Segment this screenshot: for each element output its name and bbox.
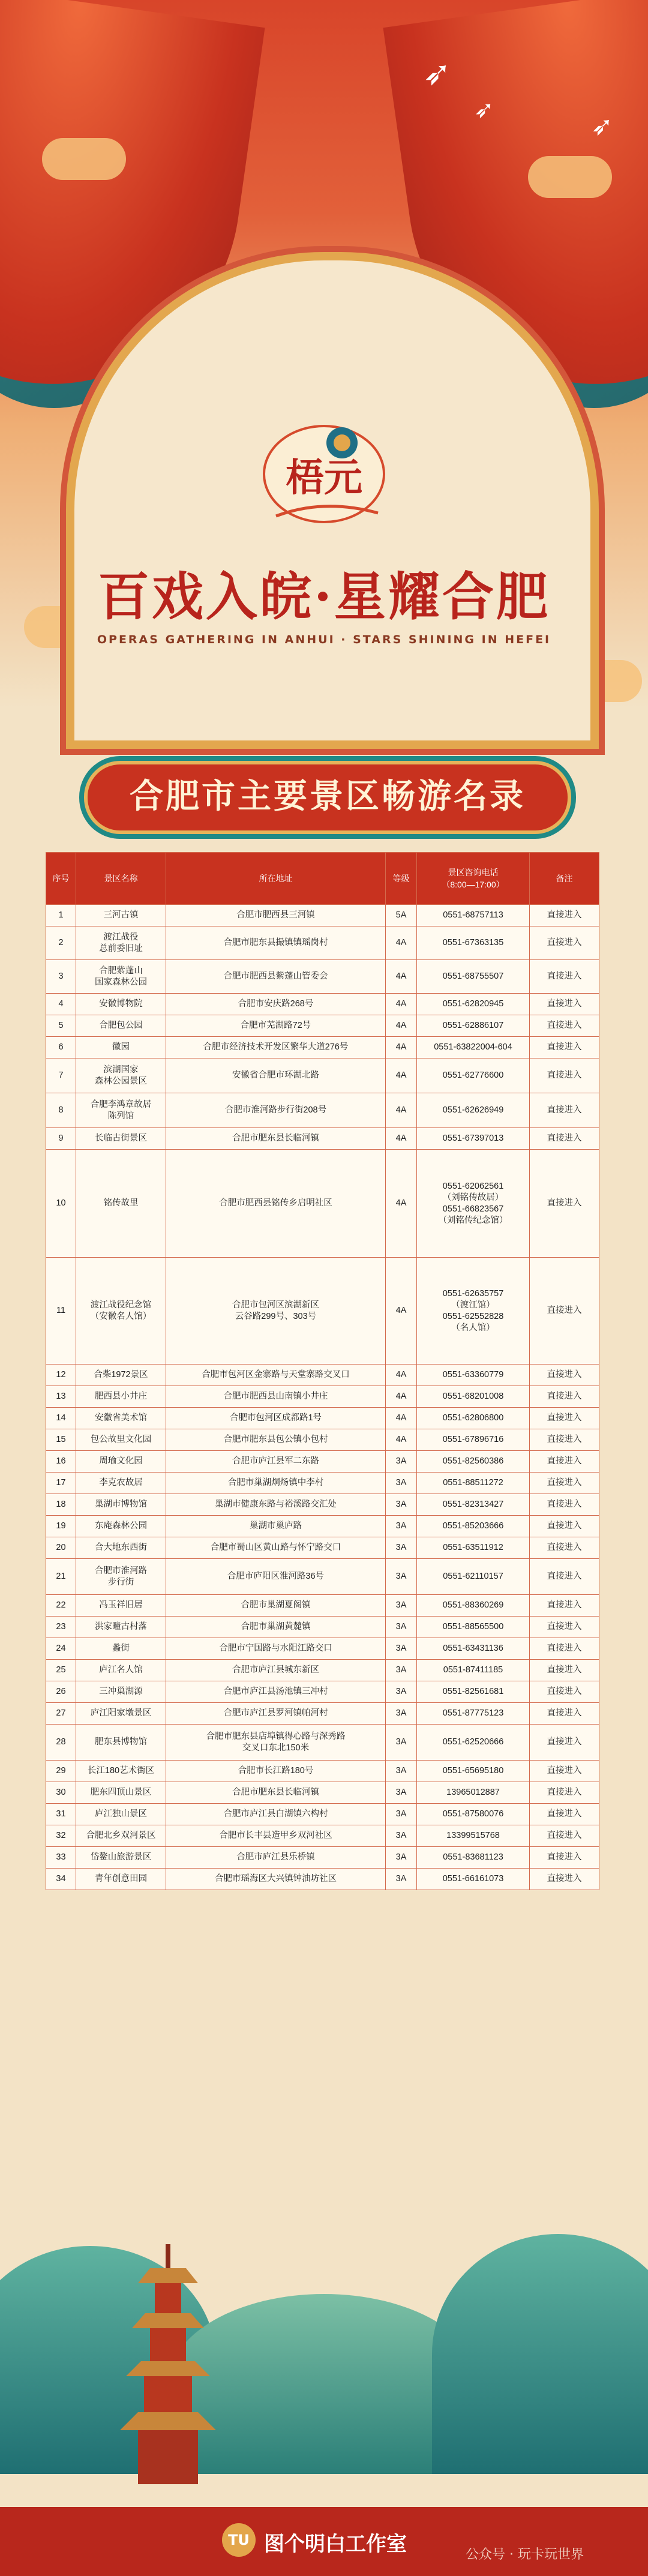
page-title: 百戏入皖·星耀合肥: [98, 566, 550, 627]
cell-level: 3A: [386, 1595, 417, 1617]
cell-address: 合肥市庐江县军二东路: [166, 1451, 386, 1473]
cell-address: 合肥市淮河路步行街208号: [166, 1093, 386, 1128]
cell-level: 3A: [386, 1473, 417, 1494]
cell-level: 3A: [386, 1804, 417, 1825]
wechat-account: 公众号 · 玩卡玩世界: [466, 2547, 584, 2562]
cell-level: 3A: [386, 1494, 417, 1516]
cell-note: 直接进入: [530, 1638, 599, 1660]
bird-icon: ➶: [591, 111, 613, 142]
col-header-no: 序号: [46, 853, 76, 905]
cell-address: 合肥市庐阳区淮河路36号: [166, 1559, 386, 1595]
table-row: [46, 1847, 599, 1869]
cell-address: 巢湖市巢庐路: [166, 1516, 386, 1537]
cell-no: 15: [46, 1429, 76, 1451]
cell-no: 2: [46, 926, 76, 960]
cell-name: 庐江阳家墩景区: [76, 1703, 166, 1725]
section-banner-title: 合肥市主要景区畅游名录: [130, 776, 526, 816]
cell-phone: 0551-82560386: [417, 1451, 530, 1473]
cell-address: 合肥市肥东县店埠镇得心路与深秀路 交叉口东北150米: [166, 1725, 386, 1761]
table-row: [46, 1150, 599, 1258]
cell-note: 直接进入: [530, 1150, 599, 1258]
cell-note: 直接进入: [530, 1128, 599, 1150]
cell-level: 3A: [386, 1559, 417, 1595]
table-row: [46, 1365, 599, 1386]
cell-phone: 0551-62776600: [417, 1058, 530, 1093]
cell-phone: 0551-63511912: [417, 1537, 530, 1559]
cell-no: 22: [46, 1595, 76, 1617]
cell-no: 25: [46, 1660, 76, 1681]
cell-name: 周瑜文化园: [76, 1451, 166, 1473]
table-row: [46, 1015, 599, 1037]
cell-note: 直接进入: [530, 1825, 599, 1847]
cell-note: 直接进入: [530, 1782, 599, 1804]
cell-phone: 0551-87775123: [417, 1703, 530, 1725]
cell-note: 直接进入: [530, 960, 599, 994]
cell-level: 3A: [386, 1825, 417, 1847]
cell-name: 三冲巢湖源: [76, 1681, 166, 1703]
cell-level: 4A: [386, 1093, 417, 1128]
cell-no: 16: [46, 1451, 76, 1473]
col-header-phone-line2: （8:00—17:00）: [442, 880, 505, 889]
cell-name: 蠡街: [76, 1638, 166, 1660]
cell-note: 直接进入: [530, 1703, 599, 1725]
cell-level: 4A: [386, 926, 417, 960]
table-row: [46, 1703, 599, 1725]
cell-phone: 0551-62635757 （渡江馆） 0551-62552828 （名人馆）: [417, 1258, 530, 1365]
cell-no: 29: [46, 1761, 76, 1782]
cell-no: 18: [46, 1494, 76, 1516]
cell-phone: 0551-67896716: [417, 1429, 530, 1451]
cell-no: 24: [46, 1638, 76, 1660]
cell-note: 直接进入: [530, 1093, 599, 1128]
cell-address: 合肥市包河区滨湖新区 云谷路299号、303号: [166, 1258, 386, 1365]
table-row: [46, 1660, 599, 1681]
cell-phone: 0551-88511272: [417, 1473, 530, 1494]
cell-note: 直接进入: [530, 905, 599, 926]
cell-name: 铭传故里: [76, 1150, 166, 1258]
cell-level: 4A: [386, 1058, 417, 1093]
cell-phone: 0551-87580076: [417, 1804, 530, 1825]
cell-phone: 0551-63360779: [417, 1365, 530, 1386]
cell-level: 4A: [386, 1386, 417, 1408]
cell-phone: 0551-62520666: [417, 1725, 530, 1761]
studio-name: 图个明白工作室: [264, 2532, 407, 2556]
cell-name: 庐江名人馆: [76, 1660, 166, 1681]
cell-no: 8: [46, 1093, 76, 1128]
cell-level: 4A: [386, 1408, 417, 1429]
cell-level: 4A: [386, 1365, 417, 1386]
cell-address: 合肥市肥东县包公镇小包村: [166, 1429, 386, 1451]
cell-level: 4A: [386, 1128, 417, 1150]
emblem-text: 梧元: [286, 455, 362, 500]
cell-phone: 0551-63822004-604: [417, 1037, 530, 1058]
cell-note: 直接进入: [530, 1804, 599, 1825]
cell-name: 巢湖市博物馆: [76, 1494, 166, 1516]
cell-address: 合肥市庐江县汤池镇三冲村: [166, 1681, 386, 1703]
cell-phone: 0551-82561681: [417, 1681, 530, 1703]
col-header-level: 等级: [386, 853, 417, 905]
cell-level: 4A: [386, 1258, 417, 1365]
table-row: [46, 1617, 599, 1638]
cell-name: 庐江独山景区: [76, 1804, 166, 1825]
table-row: [46, 1638, 599, 1660]
cell-phone: 13399515768: [417, 1825, 530, 1847]
cell-note: 直接进入: [530, 1365, 599, 1386]
cell-no: 14: [46, 1408, 76, 1429]
cell-phone: 0551-63431136: [417, 1638, 530, 1660]
cell-no: 11: [46, 1258, 76, 1365]
cell-no: 10: [46, 1150, 76, 1258]
cell-name: 长临古街景区: [76, 1128, 166, 1150]
cell-note: 直接进入: [530, 1015, 599, 1037]
bird-icon: ➶: [474, 96, 494, 124]
cell-level: 4A: [386, 1037, 417, 1058]
cell-address: 巢湖市健康东路与裕溪路交汇处: [166, 1494, 386, 1516]
cell-name: 合肥李鸿章故居 陈列馆: [76, 1093, 166, 1128]
cell-level: 4A: [386, 1015, 417, 1037]
cell-no: 20: [46, 1537, 76, 1559]
cell-note: 直接进入: [530, 1761, 599, 1782]
cell-level: 3A: [386, 1516, 417, 1537]
cell-name: 青年创意田园: [76, 1869, 166, 1890]
cell-name: 合肥紫蓬山 国家森林公园: [76, 960, 166, 994]
cell-note: 直接进入: [530, 1494, 599, 1516]
cell-address: 合肥市经济技术开发区繁华大道276号: [166, 1037, 386, 1058]
cell-name: 安徽省美术馆: [76, 1408, 166, 1429]
cell-address: 合肥市长江路180号: [166, 1761, 386, 1782]
cell-no: 17: [46, 1473, 76, 1494]
pagoda-icon: [120, 2232, 216, 2484]
cell-phone: 0551-62062561 （刘铭传故居） 0551-66823567 （刘铭传纪念馆）: [417, 1150, 530, 1258]
cell-address: 安徽省合肥市环湖北路: [166, 1058, 386, 1093]
cell-no: 32: [46, 1825, 76, 1847]
cell-address: 合肥市庐江县城东新区: [166, 1660, 386, 1681]
cell-address: 合肥市庐江县乐桥镇: [166, 1847, 386, 1869]
cell-no: 30: [46, 1782, 76, 1804]
cell-note: 直接进入: [530, 1660, 599, 1681]
cell-name: 东庵森林公园: [76, 1516, 166, 1537]
cell-level: 4A: [386, 960, 417, 994]
cell-name: 李克农故居: [76, 1473, 166, 1494]
cell-phone: 0551-67397013: [417, 1128, 530, 1150]
cell-address: 合肥市芜湖路72号: [166, 1015, 386, 1037]
cell-address: 合肥市肥西县紫蓬山管委会: [166, 960, 386, 994]
cell-level: 5A: [386, 905, 417, 926]
cell-no: 1: [46, 905, 76, 926]
cell-phone: 0551-65695180: [417, 1761, 530, 1782]
col-header-note: 备注: [530, 853, 599, 905]
cell-no: 9: [46, 1128, 76, 1150]
table-row: [46, 1681, 599, 1703]
cell-name: 合大地东西街: [76, 1537, 166, 1559]
cell-no: 13: [46, 1386, 76, 1408]
table-body: [46, 905, 599, 1890]
cell-name: 肥东县博物馆: [76, 1725, 166, 1761]
cell-level: 3A: [386, 1537, 417, 1559]
cell-address: 合肥市巢湖夏阁镇: [166, 1595, 386, 1617]
cell-note: 直接进入: [530, 1386, 599, 1408]
cell-no: 28: [46, 1725, 76, 1761]
page-subtitle-en: OPERAS GATHERING IN ANHUI · STARS SHINING IN HEFEI: [97, 633, 551, 646]
col-header-phone-line1: 景区咨询电话: [448, 868, 499, 877]
cell-address: 合肥市庐江县白湖镇六构村: [166, 1804, 386, 1825]
cell-name: 渡江战役纪念馆 （安徽名人馆）: [76, 1258, 166, 1365]
cell-note: 直接进入: [530, 1681, 599, 1703]
cell-address: 合肥市肥西县三河镇: [166, 905, 386, 926]
cell-phone: 13965012887: [417, 1782, 530, 1804]
cell-level: 3A: [386, 1660, 417, 1681]
cloud-icon: [528, 156, 612, 198]
cell-address: 合肥市长丰县造甲乡双河社区: [166, 1825, 386, 1847]
cell-no: 3: [46, 960, 76, 994]
cell-level: 3A: [386, 1847, 417, 1869]
cell-phone: 0551-66161073: [417, 1869, 530, 1890]
cell-level: 4A: [386, 1150, 417, 1258]
table-row: [46, 1559, 599, 1595]
cell-note: 直接进入: [530, 1473, 599, 1494]
cell-no: 19: [46, 1516, 76, 1537]
cell-level: 3A: [386, 1782, 417, 1804]
cell-name: 徽园: [76, 1037, 166, 1058]
cell-phone: 0551-88360269: [417, 1595, 530, 1617]
scenic-table: [46, 852, 599, 1890]
cell-note: 直接进入: [530, 1258, 599, 1365]
col-header-address: 所在地址: [166, 853, 386, 905]
cell-name: 肥西县小井庄: [76, 1386, 166, 1408]
cell-note: 直接进入: [530, 926, 599, 960]
cell-no: 34: [46, 1869, 76, 1890]
table-row: [46, 926, 599, 960]
cell-no: 33: [46, 1847, 76, 1869]
cell-note: 直接进入: [530, 1725, 599, 1761]
cell-address: 合肥市肥西县山南镇小井庄: [166, 1386, 386, 1408]
cell-phone: 0551-88565500: [417, 1617, 530, 1638]
cell-name: 三河古镇: [76, 905, 166, 926]
cell-phone: 0551-82313427: [417, 1494, 530, 1516]
cell-name: 合肥北乡双河景区: [76, 1825, 166, 1847]
cell-level: 3A: [386, 1617, 417, 1638]
cell-name: 洪家疃古村落: [76, 1617, 166, 1638]
cell-no: 27: [46, 1703, 76, 1725]
table-row: [46, 1128, 599, 1150]
cell-note: 直接进入: [530, 1516, 599, 1537]
cell-phone: 0551-62820945: [417, 994, 530, 1015]
bird-icon: ➶: [423, 54, 451, 93]
cell-name: 冯玉祥旧居: [76, 1595, 166, 1617]
cell-phone: 0551-87411185: [417, 1660, 530, 1681]
cell-note: 直接进入: [530, 1058, 599, 1093]
cell-name: 合肥市淮河路 步行街: [76, 1559, 166, 1595]
cell-phone: 0551-62626949: [417, 1093, 530, 1128]
cell-note: 直接进入: [530, 1847, 599, 1869]
cell-address: 合肥市安庆路268号: [166, 994, 386, 1015]
cell-note: 直接进入: [530, 994, 599, 1015]
cell-address: 合肥市巢湖黄麓镇: [166, 1617, 386, 1638]
cell-phone: 0551-68755507: [417, 960, 530, 994]
mountain-right: [432, 2234, 648, 2474]
table-row: [46, 1595, 599, 1617]
cell-no: 5: [46, 1015, 76, 1037]
table-row: [46, 1429, 599, 1451]
cell-phone: 0551-62886107: [417, 1015, 530, 1037]
cell-phone: 0551-62806800: [417, 1408, 530, 1429]
table-row: [46, 1804, 599, 1825]
table-row: [46, 1494, 599, 1516]
cell-note: 直接进入: [530, 1537, 599, 1559]
table-row: [46, 960, 599, 994]
cell-name: 肥东四顶山景区: [76, 1782, 166, 1804]
cell-phone: 0551-67363135: [417, 926, 530, 960]
cell-no: 21: [46, 1559, 76, 1595]
cell-level: 3A: [386, 1703, 417, 1725]
cell-no: 26: [46, 1681, 76, 1703]
cell-level: 3A: [386, 1638, 417, 1660]
cell-no: 7: [46, 1058, 76, 1093]
cell-no: 23: [46, 1617, 76, 1638]
cell-level: 3A: [386, 1869, 417, 1890]
col-header-name: 景区名称: [76, 853, 166, 905]
cell-note: 直接进入: [530, 1429, 599, 1451]
table-row: [46, 1093, 599, 1128]
cell-address: 合肥市肥西县铭传乡启明社区: [166, 1150, 386, 1258]
table-row: [46, 1037, 599, 1058]
cell-note: 直接进入: [530, 1617, 599, 1638]
cell-level: 3A: [386, 1761, 417, 1782]
cell-phone: 0551-85203666: [417, 1516, 530, 1537]
table-row: [46, 1386, 599, 1408]
cell-level: 3A: [386, 1725, 417, 1761]
cell-phone: 0551-68757113: [417, 905, 530, 926]
cell-name: 包公故里文化园: [76, 1429, 166, 1451]
table-row: [46, 994, 599, 1015]
cell-address: 合肥市蜀山区黄山路与怀宁路交口: [166, 1537, 386, 1559]
cell-no: 4: [46, 994, 76, 1015]
table-row: [46, 1825, 599, 1847]
table-row: [46, 1473, 599, 1494]
table-row: [46, 1408, 599, 1429]
table-row: [46, 1869, 599, 1890]
cell-name: 合柴1972景区: [76, 1365, 166, 1386]
cell-address: 合肥市巢湖烔炀镇中李村: [166, 1473, 386, 1494]
col-header-phone: [417, 853, 530, 905]
cell-name: 滨湖国家 森林公园景区: [76, 1058, 166, 1093]
table-row: [46, 1761, 599, 1782]
studio-logo: TU: [222, 2523, 256, 2557]
cell-address: 合肥市肥东县长临河镇: [166, 1128, 386, 1150]
cell-level: 3A: [386, 1681, 417, 1703]
table-row: [46, 1782, 599, 1804]
table-row: [46, 1451, 599, 1473]
cell-name: 岱鳌山旅游景区: [76, 1847, 166, 1869]
cell-address: 合肥市肥东县撮镇镇瑶岗村: [166, 926, 386, 960]
cell-address: 合肥市庐江县罗河镇帕河村: [166, 1703, 386, 1725]
cell-address: 合肥市瑶海区大兴镇钟油坊社区: [166, 1869, 386, 1890]
cell-note: 直接进入: [530, 1595, 599, 1617]
cell-note: 直接进入: [530, 1559, 599, 1595]
cell-no: 31: [46, 1804, 76, 1825]
cell-note: 直接进入: [530, 1408, 599, 1429]
cell-note: 直接进入: [530, 1037, 599, 1058]
cell-level: 4A: [386, 1429, 417, 1451]
table-row: [46, 1537, 599, 1559]
cell-name: 安徽博物院: [76, 994, 166, 1015]
cell-phone: 0551-68201008: [417, 1386, 530, 1408]
cell-level: 4A: [386, 994, 417, 1015]
cell-note: 直接进入: [530, 1869, 599, 1890]
cell-name: 长江180艺术街区: [76, 1761, 166, 1782]
cell-name: 合肥包公园: [76, 1015, 166, 1037]
table-row: [46, 1058, 599, 1093]
table-row: [46, 1258, 599, 1365]
cell-note: 直接进入: [530, 1451, 599, 1473]
cell-name: 渡江战役 总前委旧址: [76, 926, 166, 960]
cell-address: 合肥市宁国路与水阳江路交口: [166, 1638, 386, 1660]
cell-no: 12: [46, 1365, 76, 1386]
cell-level: 3A: [386, 1451, 417, 1473]
table-header-row: [46, 853, 599, 905]
table-row: [46, 905, 599, 926]
table-row: [46, 1725, 599, 1761]
table-row: [46, 1516, 599, 1537]
cell-phone: 0551-83681123: [417, 1847, 530, 1869]
cell-phone: 0551-62110157: [417, 1559, 530, 1595]
cloud-icon: [42, 138, 126, 180]
cell-no: 6: [46, 1037, 76, 1058]
cell-address: 合肥市包河区金寨路与天堂寨路交叉口: [166, 1365, 386, 1386]
cell-address: 合肥市肥东县长临河镇: [166, 1782, 386, 1804]
cell-address: 合肥市包河区成都路1号: [166, 1408, 386, 1429]
